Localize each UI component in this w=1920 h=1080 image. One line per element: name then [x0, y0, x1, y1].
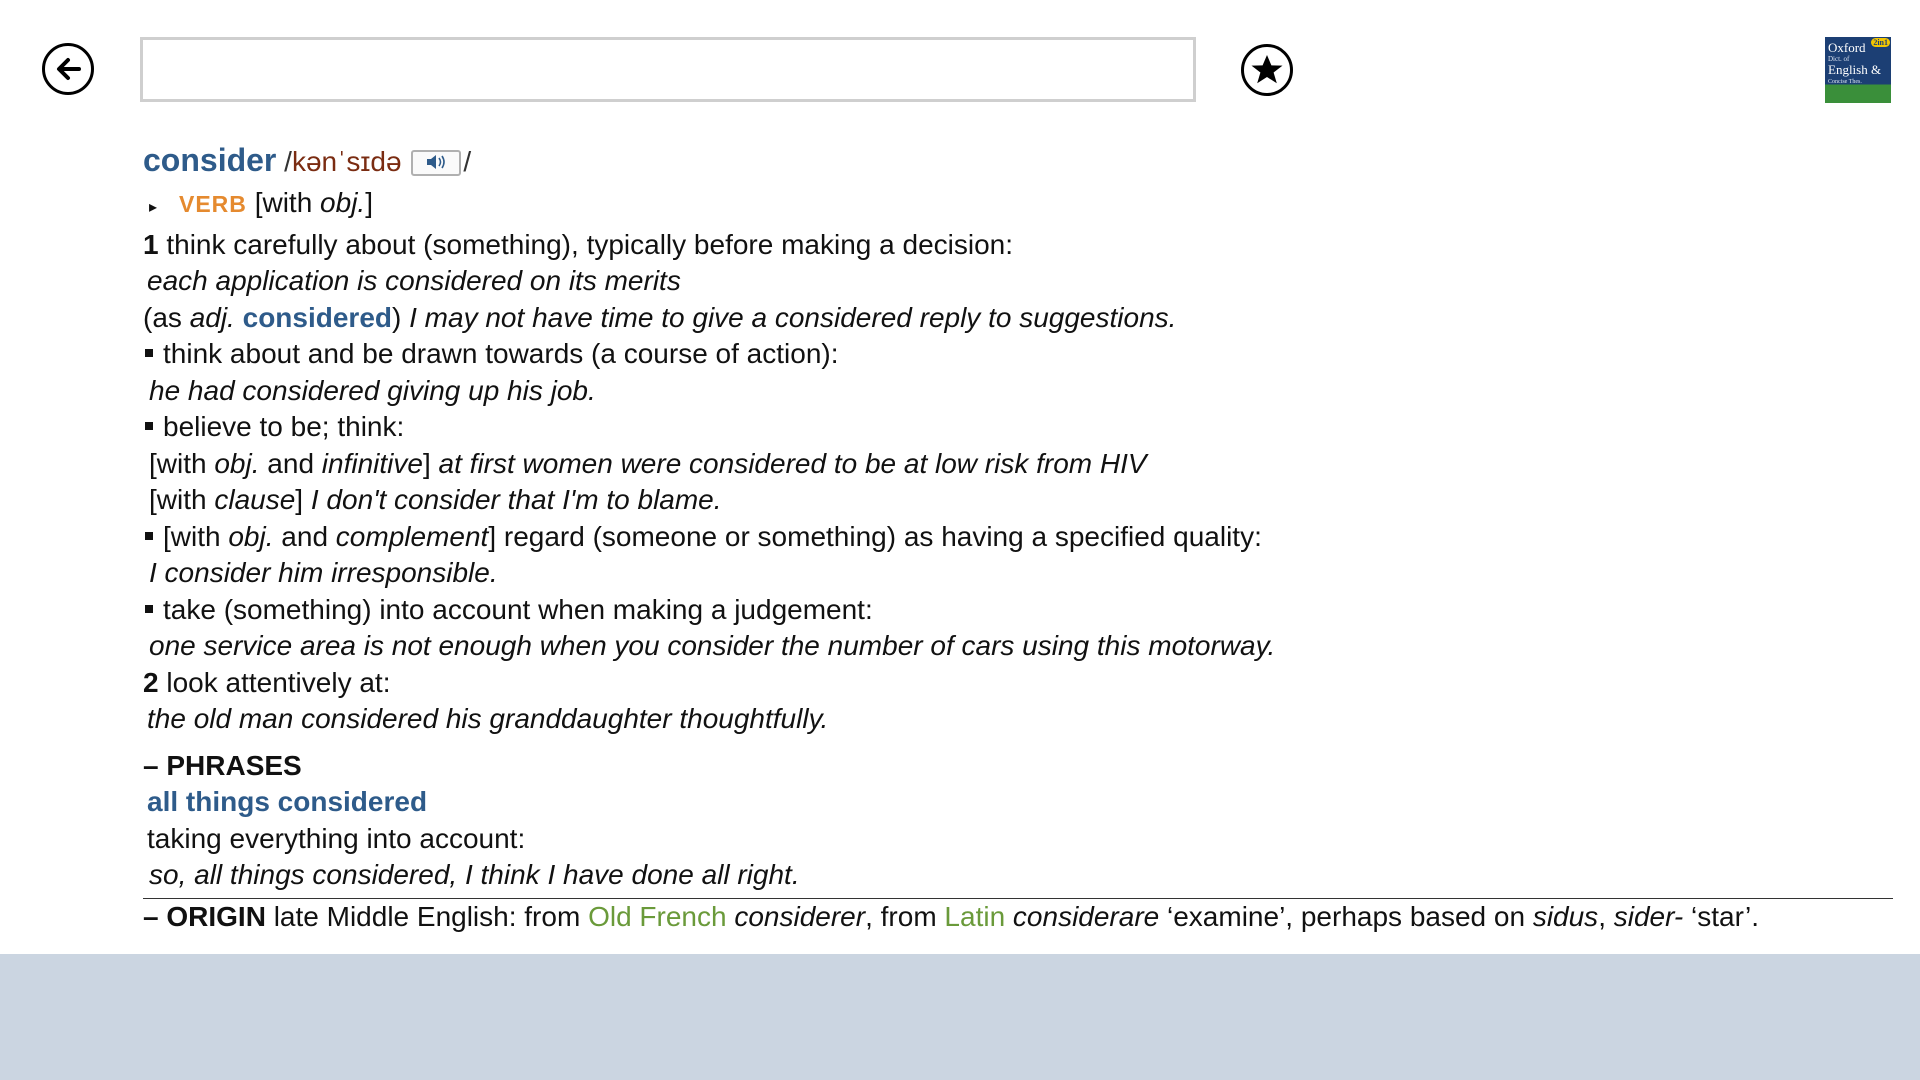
origin-text: ‘examine’, perhaps based on [1159, 900, 1533, 932]
example-text: he had considered giving up his job. [149, 374, 596, 406]
definition-text: take (something) into account when making a judgement: [163, 593, 873, 625]
definition-text: think about and be drawn towards (a course of action): [163, 338, 839, 369]
sense-1-definition [143, 227, 1893, 264]
definition-text: look attentively at: [166, 666, 391, 698]
example-text: each application is considered on its merits [147, 265, 681, 296]
deriv-adj: adj. [189, 301, 235, 333]
star-circle-icon [1250, 53, 1284, 87]
origin-word: sidus [1532, 900, 1599, 932]
gram-open: [with [254, 187, 321, 218]
phrase-definition: taking everything into account: [147, 822, 526, 854]
sense-number: 1 [143, 228, 159, 260]
gram-complement: complement [335, 520, 489, 552]
logo-line-4: Concise Thes. [1828, 79, 1862, 85]
part-of-speech: VERB [179, 191, 247, 217]
gram-open: [with [149, 447, 215, 479]
origin-word: considerare [1012, 900, 1160, 932]
subsense-2 [143, 409, 1893, 446]
gram-and: and [259, 447, 322, 479]
origin-heading: – ORIGIN [143, 900, 266, 932]
derivative-line [143, 300, 1893, 337]
example-text: I consider him irresponsible. [149, 557, 498, 588]
example-text: one service area is not enough when you consider the number of cars using this motorway. [149, 630, 1276, 661]
dictionary-entry [143, 137, 1893, 935]
definition-text: think carefully about (something), typically before making a decision: [166, 228, 1014, 260]
logo-line-2: Dict. of [1828, 55, 1850, 63]
example-text: the old man considered his granddaughter thoughtfully. [147, 703, 829, 734]
back-button[interactable] [42, 43, 94, 95]
phrase-title[interactable]: all things considered [147, 786, 428, 817]
arrow-left-circle-icon [53, 54, 83, 84]
bullet-icon [145, 532, 153, 540]
pron-open: / [284, 146, 292, 177]
deriv-close: ) [392, 301, 402, 333]
gram-close: ] [422, 447, 439, 479]
gram-close: ] [488, 520, 497, 552]
search-input[interactable] [140, 37, 1196, 102]
origin-language[interactable]: Latin [944, 900, 1006, 932]
origin-word: considerer [734, 900, 866, 932]
definition-text: believe to be; think: [163, 411, 405, 442]
subsense-4 [143, 592, 1893, 629]
app-logo[interactable] [1825, 37, 1891, 103]
bullet-icon [145, 349, 153, 357]
origin-text: late Middle English: from [265, 900, 589, 932]
logo-line-1: Oxford [1828, 40, 1866, 55]
logo-line-3: English & [1828, 62, 1882, 77]
example-text: at first women were considered to be at low risk from HIV [438, 447, 1147, 479]
origin-text: , [1598, 900, 1614, 932]
pronunciation-text: kənˈsɪdə [291, 146, 402, 177]
example-text: I may not have time to give a considered reply to suggestions. [409, 301, 1177, 333]
pron-close: / [463, 146, 472, 177]
gram-obj: obj. [214, 447, 260, 479]
bullet-icon [145, 422, 153, 430]
origin-language[interactable]: Old French [588, 900, 727, 932]
pos-line [143, 185, 1893, 227]
subsense-3 [143, 519, 1893, 556]
origin-text: , from [865, 900, 945, 932]
gram-open: [with [149, 484, 215, 515]
speaker-icon [425, 154, 447, 170]
example-text: I don't consider that I'm to blame. [310, 484, 722, 515]
gram-and: and [273, 520, 336, 552]
logo-badge: 2in1 [1873, 38, 1888, 47]
gram-obj: obj. [320, 187, 366, 218]
deriv-open: (as [143, 301, 190, 333]
definition-text: regard (someone or something) as having a specified quality: [496, 520, 1262, 552]
phrases-heading: – PHRASES [143, 749, 302, 781]
pronunciation [284, 146, 471, 177]
expand-triangle-icon[interactable]: ▸ [149, 199, 158, 216]
gram-infinitive: infinitive [321, 447, 423, 479]
derivative-word[interactable]: considered [242, 301, 393, 333]
gram-clause: clause [214, 484, 296, 515]
origin-line [143, 899, 1893, 936]
sense-2-definition [143, 665, 1893, 702]
bullet-icon [145, 605, 153, 613]
origin-word: sider- [1613, 900, 1684, 932]
audio-button[interactable] [411, 150, 461, 176]
grammar-example-1 [143, 446, 1893, 483]
sense-number: 2 [143, 666, 159, 698]
subsense-1 [143, 336, 1893, 373]
gram-open: [with [163, 520, 229, 552]
grammar-example-2 [143, 482, 1893, 519]
favorite-button[interactable] [1241, 44, 1293, 96]
gram-close: ] [365, 187, 373, 218]
example-text: so, all things considered, I think I have done all right. [149, 859, 800, 890]
headword-line [143, 137, 1893, 185]
gram-obj: obj. [228, 520, 274, 552]
origin-text: ‘star’. [1683, 900, 1759, 932]
headword: consider [143, 142, 277, 178]
gram-close: ] [295, 484, 311, 515]
bottom-app-bar-area [0, 954, 1920, 1080]
